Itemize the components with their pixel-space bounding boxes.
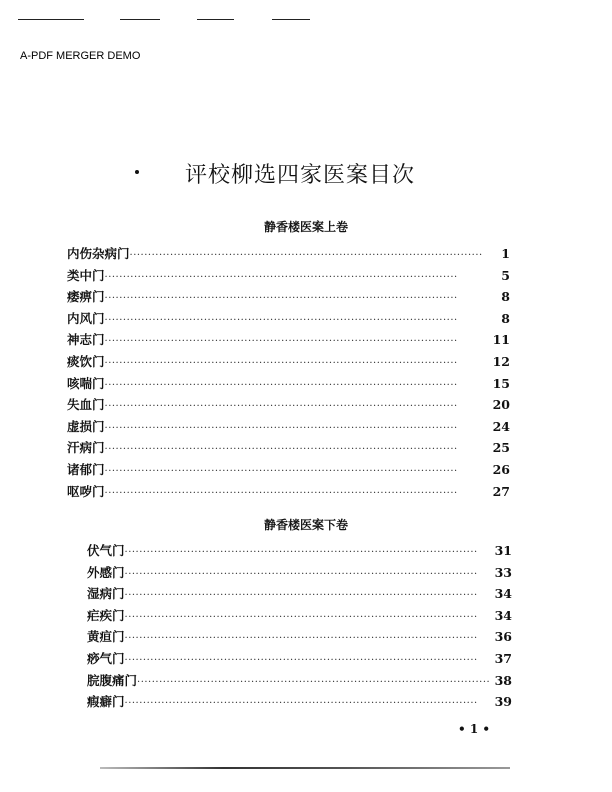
toc-entry-page: 36 <box>494 629 512 645</box>
dot-leader <box>105 293 496 304</box>
toc-entry-page: 39 <box>494 694 512 710</box>
dot-leader <box>105 272 496 283</box>
toc-entry-page: 25 <box>492 440 510 456</box>
toc-entry[interactable] <box>67 417 510 439</box>
dot-leader <box>105 466 493 477</box>
toc-entry-page: 34 <box>494 586 512 602</box>
dot-leader <box>105 358 493 369</box>
toc-entry-label: 湿病门 <box>87 586 125 602</box>
toc-entry[interactable] <box>67 460 510 482</box>
toc-entry-page: 15 <box>492 375 510 391</box>
header-rule <box>120 19 160 20</box>
toc-entry[interactable] <box>87 671 512 693</box>
toc-list <box>67 244 510 503</box>
dot-leader <box>105 423 493 434</box>
toc-entry-label: 失血门 <box>67 397 105 413</box>
toc-entry-page: 24 <box>492 418 510 434</box>
toc-entry-label: 呕哕门 <box>67 483 105 499</box>
toc-entry-page: 1 <box>501 246 510 261</box>
toc-entry-label: 脘腹痛门 <box>87 672 138 688</box>
toc-entry-page: 5 <box>501 267 510 283</box>
toc-entry[interactable] <box>67 309 510 331</box>
dot-leader <box>125 569 495 580</box>
toc-entry-label: 类中门 <box>67 267 105 283</box>
toc-entry[interactable] <box>87 584 512 606</box>
toc-list <box>87 541 512 714</box>
toc-entry[interactable] <box>87 649 512 671</box>
dot-leader <box>105 401 493 412</box>
toc-entry-label: 诸郁门 <box>67 461 105 477</box>
toc-entry-label: 疟疾门 <box>87 607 125 623</box>
toc-entry[interactable] <box>67 374 510 396</box>
toc-entry[interactable] <box>67 352 510 374</box>
toc-entry-page: 20 <box>492 397 510 413</box>
toc-entry-label: 神志门 <box>67 332 105 348</box>
toc-entry[interactable] <box>67 438 510 460</box>
toc-entry-label: 外感门 <box>87 564 125 580</box>
section-heading: 静香楼医案下卷 <box>263 518 348 532</box>
toc-entry-label: 咳喘门 <box>67 375 105 391</box>
footer-rule <box>100 767 510 769</box>
section-heading: 静香楼医案上卷 <box>263 220 348 234</box>
toc-entry-label: 汗病门 <box>67 440 105 456</box>
toc-entry-label: 伏气门 <box>87 543 125 558</box>
dot-leader <box>125 612 495 623</box>
header-rule <box>18 19 84 20</box>
toc-entry-page: 11 <box>492 332 510 348</box>
dot-leader <box>125 547 495 558</box>
toc-entry[interactable] <box>67 244 510 266</box>
dot-leader <box>125 590 495 601</box>
toc-entry-label: 痰饮门 <box>67 353 105 369</box>
watermark-text: A-PDF MERGER DEMO <box>20 50 141 62</box>
dot-leader <box>137 677 495 688</box>
toc-entry-page: 8 <box>501 289 510 305</box>
dot-leader <box>125 633 495 644</box>
dot-leader <box>105 315 496 326</box>
toc-entry[interactable] <box>87 541 512 563</box>
dot-leader <box>125 698 495 709</box>
toc-entry[interactable] <box>67 395 510 417</box>
page-number: • 1 • <box>458 722 491 736</box>
toc-entry-label: 内风门 <box>67 310 105 326</box>
toc-entry-label: 内伤杂病门 <box>67 246 130 261</box>
toc-entry-page: 12 <box>492 353 510 369</box>
toc-entry[interactable] <box>87 692 512 714</box>
toc-entry-page: 34 <box>494 607 512 623</box>
dot-leader <box>105 336 493 347</box>
toc-entry[interactable] <box>67 330 510 352</box>
toc-entry[interactable] <box>87 563 512 585</box>
toc-entry-label: 虚损门 <box>67 418 105 434</box>
dot-leader <box>125 655 495 666</box>
toc-entry-label: 黄疸门 <box>87 629 125 645</box>
toc-entry[interactable] <box>67 482 510 504</box>
dot-leader <box>105 488 493 499</box>
toc-entry-label: 瘕癖门 <box>87 694 125 710</box>
dot-leader <box>105 444 493 455</box>
dot-leader <box>130 250 496 261</box>
toc-entry[interactable] <box>67 266 510 288</box>
page-title: 评校柳选四家医案目次 <box>185 163 416 188</box>
toc-entry-page: 8 <box>501 310 510 326</box>
toc-entry-page: 37 <box>494 650 512 666</box>
dot-leader <box>105 380 493 391</box>
toc-entry[interactable] <box>87 606 512 628</box>
toc-entry-page: 27 <box>492 483 510 499</box>
toc-entry-page: 33 <box>494 564 512 580</box>
bullet-mark <box>135 170 139 174</box>
toc-entry[interactable] <box>87 627 512 649</box>
toc-entry-label: 痧气门 <box>87 650 125 666</box>
header-rule <box>272 19 310 20</box>
toc-entry-page: 38 <box>494 672 512 688</box>
toc-entry[interactable] <box>67 287 510 309</box>
toc-entry-label: 痿痹门 <box>67 289 105 305</box>
toc-entry-page: 26 <box>492 461 510 477</box>
header-rule <box>197 19 234 20</box>
toc-entry-page: 31 <box>494 543 512 558</box>
